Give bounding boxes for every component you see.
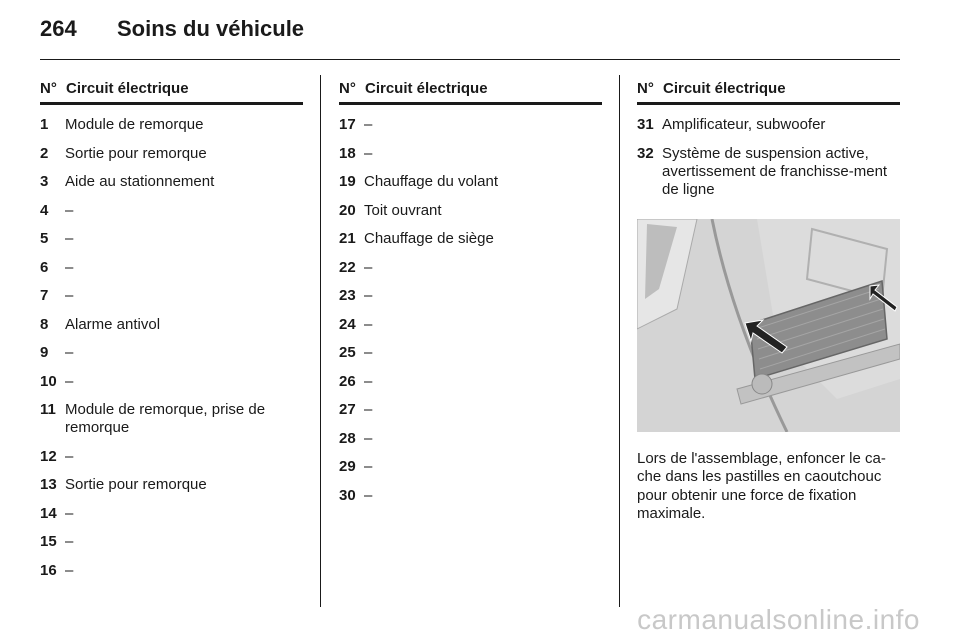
- table-row: [339, 316, 602, 334]
- fuse-number: 21: [339, 230, 356, 247]
- fuse-number: 23: [339, 287, 356, 304]
- table-row: [339, 458, 602, 476]
- table-row: [339, 344, 602, 362]
- fuse-number: 24: [339, 315, 356, 333]
- table-row: [339, 116, 602, 134]
- table-row: [40, 533, 303, 551]
- circuit-description: –: [65, 447, 74, 465]
- table-row: [40, 287, 303, 305]
- table-row: [40, 344, 303, 362]
- column-divider: [619, 75, 620, 607]
- fuse-number: 6: [40, 258, 49, 276]
- circuit-description: –: [65, 561, 74, 579]
- circuit-description: –: [65, 533, 74, 550]
- circuit-description: –: [364, 458, 373, 475]
- circuit-description: Système de suspension active, avertissement de franchisse-ment de ligne: [662, 144, 888, 198]
- column-divider: [320, 75, 321, 607]
- fuse-number: 10: [40, 372, 57, 390]
- table-header: [637, 80, 900, 105]
- table-row: [339, 287, 602, 305]
- table-row: [339, 259, 602, 277]
- fuse-number: 5: [40, 230, 49, 247]
- circuit-description: Module de remorque: [65, 116, 204, 133]
- fuse-number: 20: [339, 201, 356, 219]
- circuit-description: Chauffage du volant: [364, 173, 498, 190]
- chapter-title: Soins du véhicule: [117, 16, 305, 41]
- fuse-cover-illustration: [637, 219, 900, 432]
- fuse-cover-photo: [637, 219, 900, 432]
- table-row: [40, 230, 303, 248]
- circuit-description: –: [364, 315, 373, 333]
- circuit-description: –: [65, 372, 74, 390]
- fuse-number: 12: [40, 447, 57, 465]
- circuit-description: Module de remorque, prise de remorque: [65, 401, 266, 436]
- header-divider: [40, 59, 900, 60]
- circuit-description: Sortie pour remorque: [65, 476, 207, 493]
- fuse-number: 32: [637, 144, 654, 162]
- table-row: [40, 173, 303, 191]
- header-label: Circuit électrique: [365, 80, 488, 97]
- circuit-description: Amplificateur, subwoofer: [662, 116, 826, 133]
- fuse-table-column-1: [40, 80, 303, 590]
- circuit-description: Alarme antivol: [65, 315, 161, 333]
- table-row: [40, 562, 303, 580]
- fuse-number: 4: [40, 201, 49, 219]
- header-number: N°: [637, 80, 654, 97]
- header-number: N°: [40, 80, 57, 97]
- circuit-description: –: [65, 504, 74, 522]
- circuit-description: –: [364, 401, 373, 418]
- circuit-description: Toit ouvrant: [364, 201, 442, 219]
- fuse-number: 22: [339, 258, 356, 276]
- fuse-number: 27: [339, 401, 356, 418]
- header-number: N°: [339, 80, 356, 97]
- fuse-number: 3: [40, 173, 49, 190]
- circuit-description: –: [65, 230, 74, 247]
- circuit-description: –: [364, 144, 373, 162]
- circuit-description: –: [65, 201, 74, 219]
- fuse-number: 17: [339, 116, 356, 133]
- table-row: [339, 487, 602, 505]
- fuse-number: 28: [339, 429, 356, 447]
- table-row: [339, 401, 602, 419]
- circuit-description: Chauffage de siège: [364, 230, 494, 247]
- circuit-description: –: [65, 287, 74, 304]
- page-number: 264: [40, 16, 77, 41]
- circuit-description: Aide au stationnement: [65, 173, 215, 190]
- fuse-number: 13: [40, 476, 57, 493]
- table-row: [339, 145, 602, 163]
- header-label: Circuit électrique: [663, 80, 786, 97]
- table-row: [339, 430, 602, 448]
- fuse-table-column-3: [637, 80, 900, 524]
- circuit-description: –: [364, 372, 373, 390]
- table-row: [40, 259, 303, 277]
- fuse-number: 15: [40, 533, 57, 550]
- table-row: [637, 116, 900, 134]
- table-row: [637, 145, 900, 199]
- table-row: [339, 373, 602, 391]
- page-header: [40, 16, 304, 50]
- circuit-description: –: [364, 344, 373, 361]
- table-row: [40, 476, 303, 494]
- table-header: [339, 80, 602, 105]
- fuse-number: 19: [339, 173, 356, 190]
- fuse-number: 25: [339, 344, 356, 361]
- assembly-caption: Lors de l'assemblage, enfoncer le ca-che dans les pastilles en caoutchouc pour obtenir une force de fixation maximale.: [637, 449, 886, 522]
- circuit-description: –: [65, 258, 74, 276]
- fuse-number: 7: [40, 287, 49, 304]
- table-row: [40, 316, 303, 334]
- table-row: [339, 173, 602, 191]
- circuit-description: Sortie pour remorque: [65, 144, 207, 162]
- fuse-number: 1: [40, 116, 49, 133]
- circuit-description: –: [65, 344, 74, 361]
- fuse-number: 16: [40, 561, 57, 579]
- fuse-number: 14: [40, 504, 57, 522]
- circuit-description: –: [364, 258, 373, 276]
- fuse-number: 26: [339, 372, 356, 390]
- watermark: carmanualsonline.info: [637, 604, 920, 635]
- fuse-number: 30: [339, 486, 356, 504]
- table-header: [40, 80, 303, 105]
- fuse-table-column-2: [339, 80, 602, 515]
- fuse-number: 31: [637, 116, 654, 133]
- table-row: [40, 448, 303, 466]
- circuit-description: –: [364, 486, 373, 504]
- fuse-number: 11: [40, 401, 56, 418]
- fuse-number: 9: [40, 344, 49, 361]
- table-row: [40, 505, 303, 523]
- circuit-description: –: [364, 116, 373, 133]
- table-row: [40, 145, 303, 163]
- circuit-description: –: [364, 287, 373, 304]
- fuse-number: 2: [40, 144, 49, 162]
- table-row: [339, 202, 602, 220]
- fuse-number: 8: [40, 315, 49, 333]
- table-row: [40, 373, 303, 391]
- table-row: [40, 202, 303, 220]
- table-row: [339, 230, 602, 248]
- table-row: [40, 401, 303, 437]
- fuse-number: 29: [339, 458, 356, 475]
- fuse-number: 18: [339, 144, 356, 162]
- table-row: [40, 116, 303, 134]
- header-label: Circuit électrique: [66, 80, 189, 97]
- circuit-description: –: [364, 429, 373, 447]
